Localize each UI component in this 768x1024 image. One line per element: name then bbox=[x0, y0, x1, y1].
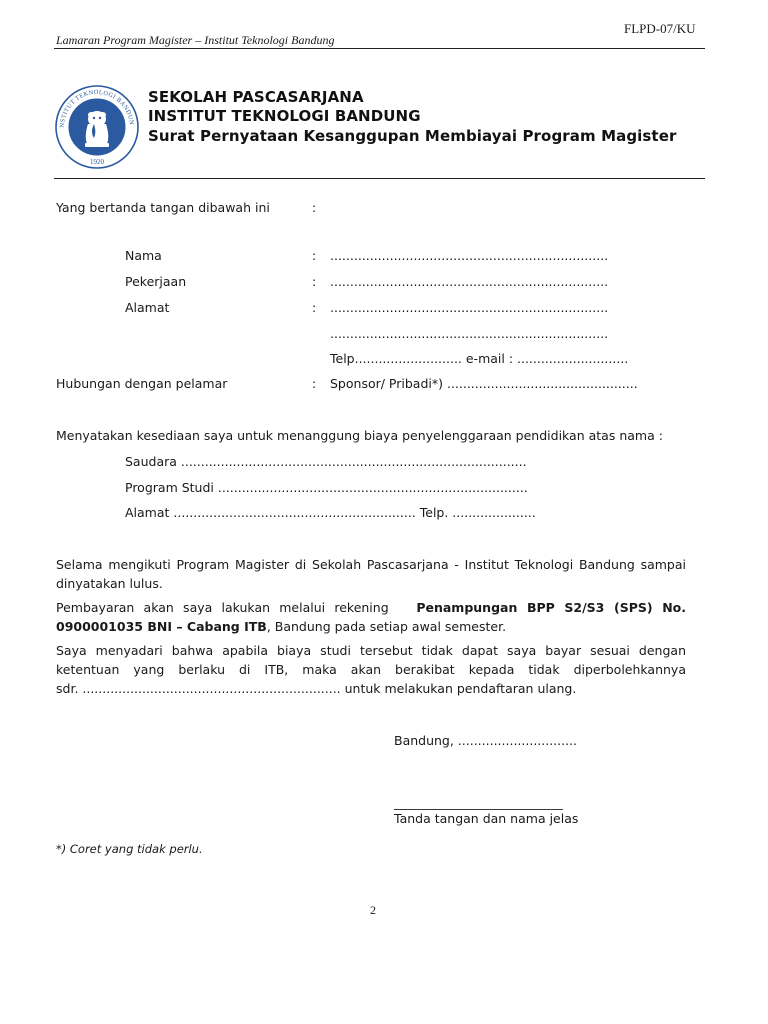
running-title: Lamaran Program Magister – Institut Teknologi Bandung bbox=[56, 33, 335, 47]
occupation-label: Pekerjaan bbox=[125, 274, 187, 289]
name-field[interactable]: ...................................................................... bbox=[330, 248, 609, 263]
title-rule bbox=[54, 178, 705, 179]
footnote: *) Coret yang tidak perlu. bbox=[56, 842, 203, 856]
payment-schedule: , Bandung pada setiap awal semester. bbox=[266, 619, 507, 634]
address-field[interactable]: ...................................................................... bbox=[330, 300, 609, 315]
institute-title: INSTITUT TEKNOLOGI BANDUNG bbox=[148, 107, 421, 125]
telp-email-field[interactable]: Telp........................... e-mail : ............................ bbox=[330, 351, 629, 366]
page-number: 2 bbox=[370, 903, 376, 917]
itb-logo-icon bbox=[54, 84, 140, 170]
paragraph-line[interactable]: sdr. ................................................................. untuk melakukan pendaftaran ulang. bbox=[56, 681, 577, 696]
account-name: Penampungan BPP S2/S3 (SPS) No. bbox=[416, 600, 686, 615]
document-title: Surat Pernyataan Kesanggupan Membiayai Program Magister bbox=[148, 127, 677, 145]
name-label: Nama bbox=[125, 248, 162, 263]
statement-intro: Menyatakan kesediaan saya untuk menanggung biaya penyelenggaraan pendidikan atas nama : bbox=[56, 428, 663, 443]
relation-field[interactable]: Sponsor/ Pribadi*) ................................................ bbox=[330, 376, 638, 391]
paragraph-consequence bbox=[56, 641, 686, 698]
paragraph-line bbox=[56, 617, 686, 636]
svg-text:1920: 1920 bbox=[90, 158, 104, 166]
signature-line[interactable]: ___________________________ bbox=[394, 795, 563, 810]
svg-text:INSTITUT TEKNOLOGI BANDUNG: NSTITUT TEKNOLOGI BANDUN bbox=[58, 88, 135, 128]
payment-text: Pembayaran akan saya lakukan melalui rekening bbox=[56, 600, 389, 615]
occupation-colon: : bbox=[312, 274, 317, 289]
address-colon: : bbox=[312, 300, 317, 315]
paragraph-line bbox=[56, 598, 686, 617]
paragraph-study-period bbox=[56, 555, 686, 593]
occupation-field[interactable]: ...................................................................... bbox=[330, 274, 609, 289]
itb-logo bbox=[54, 84, 140, 170]
intro-label: Yang bertanda tangan dibawah ini bbox=[56, 200, 270, 215]
header-rule bbox=[54, 48, 705, 49]
student-name-field[interactable]: Saudara ....................................................................................... bbox=[125, 454, 527, 469]
paragraph-payment bbox=[56, 598, 686, 636]
address-label: Alamat bbox=[125, 300, 170, 315]
name-colon: : bbox=[312, 248, 317, 263]
relation-label: Hubungan dengan pelamar bbox=[56, 376, 228, 391]
study-program-field[interactable]: Program Studi .............................................................................. bbox=[125, 480, 528, 495]
paragraph-line: ketentuan yang berlaku di ITB, maka akan berakibat kepada tidak diperbolehkannya bbox=[56, 662, 686, 677]
paragraph-line: dinyatakan lulus. bbox=[56, 576, 163, 591]
student-address-field[interactable]: Alamat ............................................................. Telp. ..................... bbox=[125, 505, 536, 520]
address-field-line2[interactable]: ...................................................................... bbox=[330, 326, 609, 341]
paragraph-line: Saya menyadari bahwa apabila biaya studi tersebut tidak dapat saya bayar sesuai dengan bbox=[56, 643, 686, 658]
form-code: FLPD-07/KU bbox=[624, 21, 696, 36]
relation-colon: : bbox=[312, 376, 317, 391]
signature-caption: Tanda tangan dan nama jelas bbox=[394, 811, 579, 826]
place-date-field[interactable]: Bandung, .............................. bbox=[394, 733, 578, 748]
account-number: 0900001035 BNI – Cabang ITB bbox=[56, 619, 267, 634]
school-title: SEKOLAH PASCASARJANA bbox=[148, 88, 364, 106]
intro-colon: : bbox=[312, 200, 317, 215]
paragraph-line: Selama mengikuti Program Magister di Sekolah Pascasarjana - Institut Teknologi Bandung sampai bbox=[56, 557, 686, 572]
